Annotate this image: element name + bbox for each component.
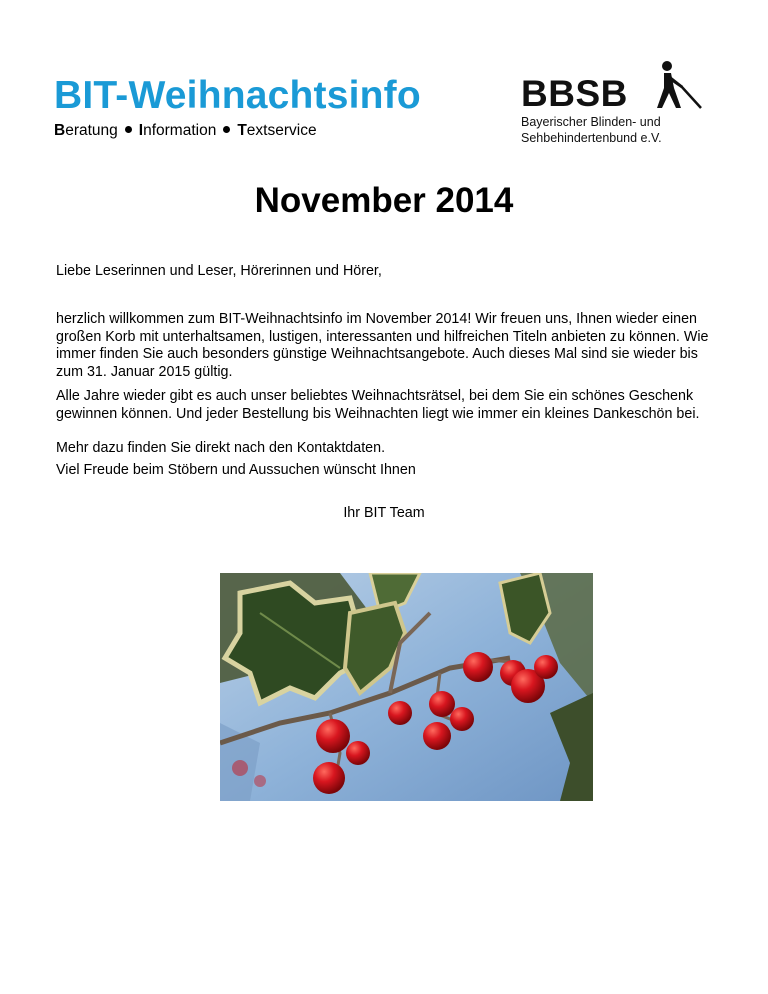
tagline-initial-2: I — [138, 122, 144, 139]
paragraph-closing: Viel Freude beim Stöbern und Aussuchen wünscht Ihnen — [56, 462, 416, 478]
paragraph-intro: herzlich willkommen zum BIT-Weihnachtsinfo im November 2014! Wir freuen uns, Ihnen wieder einen großen Korb mit unterhaltsamen, lustigen, interessanten und hilfreichen Titeln anbieten zu können. Wie immer finden Sie auch besonders günstige Weihnachtsangebote. Auch dieses Mal sind sie wieder bis zum 31. Januar 2015 gültig. — [56, 311, 709, 380]
tagline-rest-3: extservice — [246, 122, 317, 139]
blind-person-with-cane-icon — [647, 60, 703, 110]
logo-subtitle — [521, 114, 662, 146]
logo-wordmark: BBSB — [521, 73, 628, 114]
holly-illustration — [220, 573, 593, 801]
signature: Ihr BIT Team — [343, 505, 425, 521]
tagline-initial-3: T — [237, 122, 247, 139]
bbsb-logo — [521, 60, 706, 148]
paragraph-contact-hint: Mehr dazu finden Sie direkt nach den Kontaktdaten. — [56, 440, 386, 456]
bullet-icon — [223, 126, 230, 133]
holly-berries-photo — [220, 573, 593, 801]
tagline — [54, 122, 317, 140]
tagline-rest-1: eratung — [65, 122, 118, 139]
tagline-initial-1: B — [54, 122, 66, 139]
bullet-icon — [125, 126, 132, 133]
logo-subtitle-line2: Sehbehindertenbund e.V. — [521, 131, 662, 145]
tagline-rest-2: nformation — [143, 122, 217, 139]
logo-subtitle-line1: Bayerischer Blinden- und — [521, 115, 661, 129]
newsletter-title: BIT-Weihnachtsinfo — [54, 74, 421, 117]
issue-title: November 2014 — [254, 181, 514, 220]
paragraph-raetsel: Alle Jahre wieder gibt es auch unser beliebtes Weihnachtsrätsel, bei dem Sie ein schönes Geschenk gewinnen können. Und jeder Bestellung bis Weihnachten liegt wie immer ein kleines Dankeschön bei. — [56, 388, 700, 422]
greeting: Liebe Leserinnen und Leser, Hörerinnen und Hörer, — [56, 263, 382, 279]
